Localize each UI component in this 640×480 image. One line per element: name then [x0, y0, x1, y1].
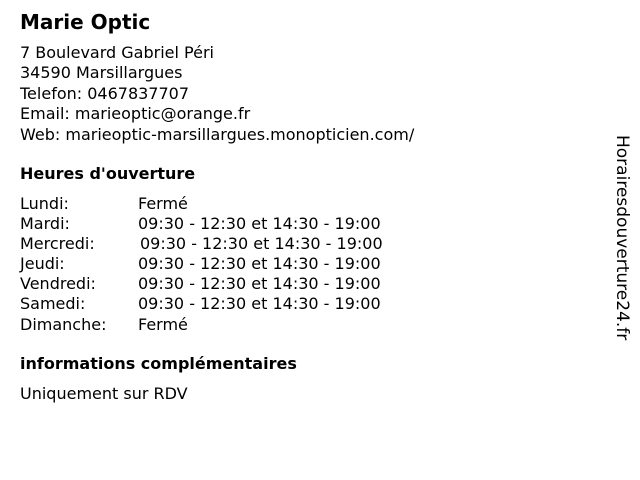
day-hours: 09:30 - 12:30 et 14:30 - 19:00 [140, 234, 383, 254]
opening-hours-heading: Heures d'ouverture [20, 164, 196, 183]
additional-info-heading: informations complémentaires [20, 354, 297, 373]
address-city: 34590 Marsillargues [20, 63, 183, 83]
day-hours: 09:30 - 12:30 et 14:30 - 19:00 [138, 294, 381, 314]
day-hours: 09:30 - 12:30 et 14:30 - 19:00 [138, 254, 381, 274]
day-label: Mercredi: [20, 234, 95, 254]
day-label: Samedi: [20, 294, 86, 314]
day-hours: Fermé [138, 194, 188, 213]
day-label: Jeudi: [20, 254, 65, 274]
day-hours: 09:30 - 12:30 et 14:30 - 19:00 [138, 214, 381, 234]
day-label: Vendredi: [20, 274, 96, 294]
email-address: Email: marieoptic@orange.fr [20, 104, 251, 124]
watermark-text: Horairesdouverture24.fr [612, 135, 632, 341]
day-hours: Fermé [138, 314, 188, 334]
day-label: Lundi: [20, 194, 69, 213]
day-label: Dimanche: [20, 314, 107, 334]
watermark [612, 135, 632, 345]
day-label: Mardi: [20, 214, 70, 234]
address-street: 7 Boulevard Gabriel Péri [20, 43, 214, 62]
business-name: Marie Optic [20, 10, 151, 34]
contact-block [20, 43, 414, 145]
website-url: Web: marieoptic-marsillargues.monopticien.com/ [20, 124, 415, 144]
phone-number: Telefon: 0467837707 [20, 83, 190, 103]
additional-info-text: Uniquement sur RDV [20, 384, 188, 403]
day-hours: 09:30 - 12:30 et 14:30 - 19:00 [138, 274, 381, 294]
